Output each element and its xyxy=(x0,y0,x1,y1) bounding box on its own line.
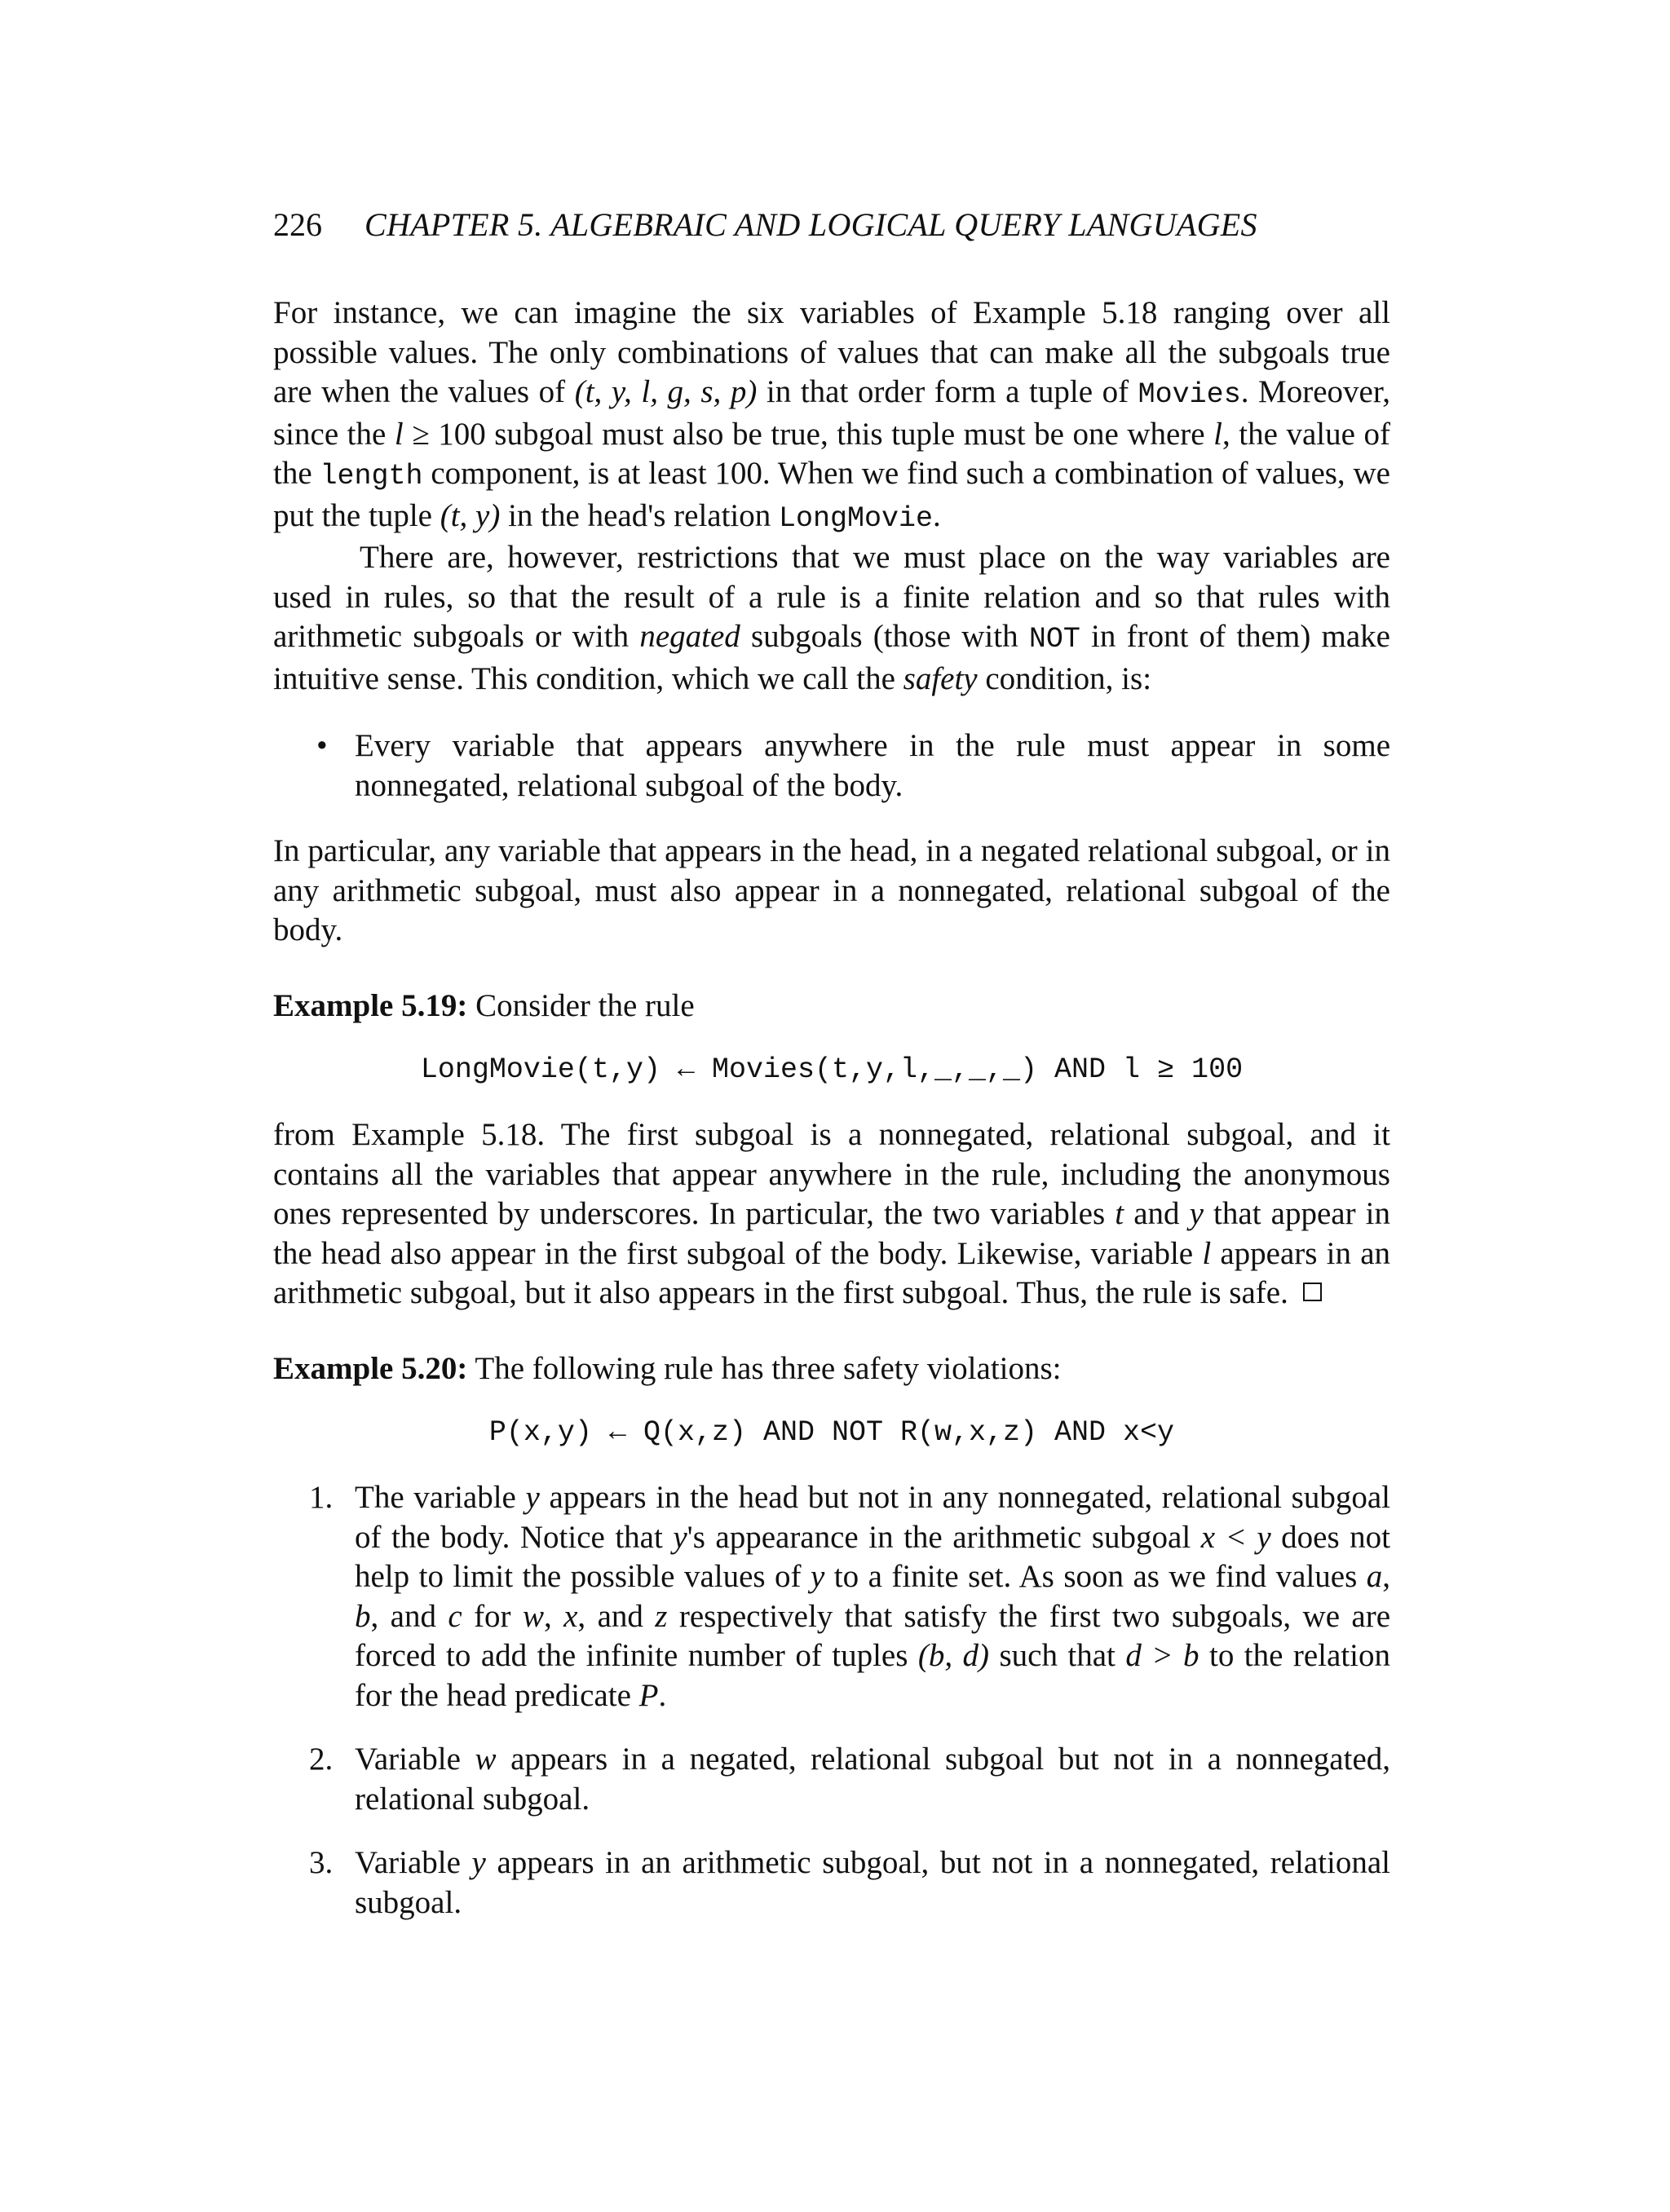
running-title: CHAPTER 5. ALGEBRAIC AND LOGICAL QUERY LANGUAGES xyxy=(364,206,1257,243)
rule-formula: P(x,y) ← Q(x,z) AND NOT R(w,x,z) AND x<y xyxy=(488,1416,1175,1449)
list-item: 1. The variable y appears in the head but not in any nonnegated, relational subgoal of the body. Notice that y's appearance in the arithmetic subgoal x < y does not help to limit the possible values of y to a finite set. As soon as we find values a, b, and c for w, x, and z respectively that satisfy the first two subgoals, we are forced to add the infinite number of tuples (b, d) such that d > b to the relation for the head predicate P. xyxy=(309,1480,1391,1713)
page-number: 226 xyxy=(273,206,322,243)
example-label: Example 5.19: xyxy=(273,987,468,1023)
violation-list xyxy=(273,1478,1390,1923)
qed-box-icon xyxy=(1303,1283,1322,1301)
bullet-marker: • xyxy=(316,728,328,763)
list-number: 2. xyxy=(309,1742,334,1777)
page-body xyxy=(273,294,1390,1947)
paragraph-movies-tuple: For instance, we can imagine the six variables of Example 5.18 ranging over all possible values. The only combinations of values that can make all the subgoals true are when the values of (t, y, l, g, s, p) in that order form a tuple of Movies. Moreover, since the l ≥ 100 subgoal must also be true, this tuple must be one where l, the value of the length component, is at least 100. When we find such a combination of values, we put the tuple (t, y) in the head's relation LongMovie. xyxy=(273,295,1390,535)
list-item: 2. Variable w appears in a negated, relational subgoal but not in a nonnegated, relational subgoal. xyxy=(309,1742,1391,1817)
list-item: • Every variable that appears anywhere in the rule must appear in some nonnegated, relational subgoal of the body. xyxy=(316,728,1390,803)
example-label: Example 5.20: xyxy=(273,1350,468,1386)
rule-formula: LongMovie(t,y) ← Movies(t,y,l,_,_,_) AND l ≥ 100 xyxy=(420,1053,1244,1086)
list-item: 3. Variable y appears in an arithmetic subgoal, but not in a nonnegated, relational subgoal. xyxy=(309,1845,1391,1920)
example-5-20-intro: Example 5.20: The following rule has three safety violations: xyxy=(273,1350,1062,1386)
list-number: 3. xyxy=(309,1845,334,1880)
list-number: 1. xyxy=(309,1480,334,1515)
paragraph-in-particular: In particular, any variable that appears in the head, in a negated relational subgoal, or in any arithmetic subgoal, must also appear in a nonnegated, relational subgoal of the body. xyxy=(273,833,1390,947)
running-header xyxy=(273,204,1390,246)
paragraph-safety-restrictions: There are, however, restrictions that we must place on the way variables are used in rules, so that the result of a rule is a finite relation and so that rules with arithmetic subgoals or with negated subgoals (those with NOT in front of them) make intuitive sense. This condition, which we call the safety condition, is: xyxy=(273,540,1390,696)
example-5-19-body: from Example 5.18. The first subgoal is a nonnegated, relational subgoal, and it contains all the variables that appear anywhere in the rule, including the anonymous ones represented by underscores. In particular, the two variables t and y that appear in the head also appear in the first subgoal of the body. Likewise, variable l appears in an arithmetic subgoal, but it also appears in the first subgoal. Thus, the rule is safe. xyxy=(273,1117,1391,1310)
safety-condition-list xyxy=(273,726,1390,806)
example-5-19-intro: Example 5.19: Consider the rule xyxy=(273,987,695,1023)
